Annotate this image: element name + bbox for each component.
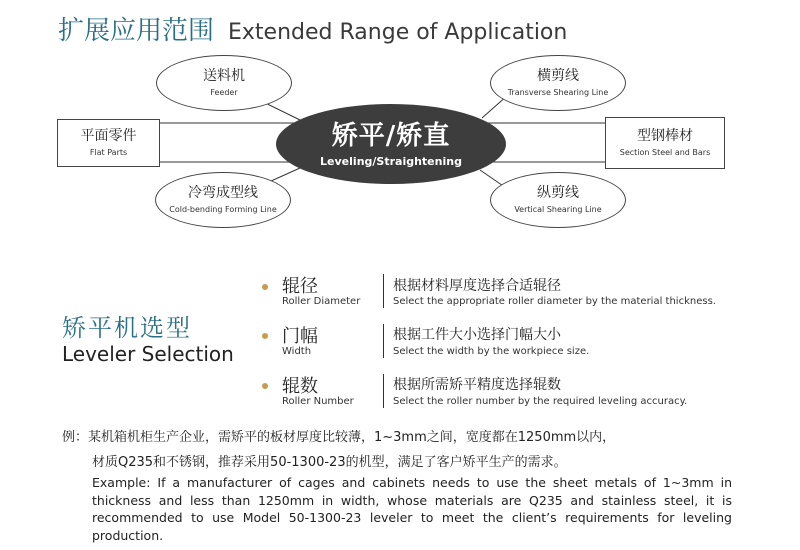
- desc-width-en: Select the width by the workpiece size.: [393, 346, 590, 357]
- bullet-icon: [262, 333, 268, 339]
- node-section-steel: [605, 117, 725, 169]
- divider: [383, 324, 384, 358]
- node-transverse-cn: 横剪线: [537, 68, 579, 84]
- desc-roller-number-cn: 根据所需矫平精度选择辊数: [393, 377, 561, 393]
- item-roller-number-en: Roller Number: [282, 396, 354, 407]
- selection-title-cn: 矫平机选型: [62, 314, 192, 342]
- selection-title-en: Leveler Selection: [62, 342, 234, 366]
- node-flat-en: Flat Parts: [89, 148, 128, 157]
- node-vertical-shearing: [490, 172, 626, 228]
- node-feeder-cn: 送料机: [203, 68, 245, 84]
- item-width-cn: 门幅: [282, 326, 318, 347]
- center-cn: 矫平/矫直: [331, 120, 451, 151]
- bullet-icon: [262, 383, 268, 389]
- item-roller-number-cn: 辊数: [282, 376, 318, 397]
- node-flat-cn: 平面零件: [80, 128, 137, 144]
- desc-roller-diameter-cn: 根据材料厚度选择合适辊径: [393, 278, 561, 294]
- title-cn: 扩展应用范围: [58, 16, 215, 46]
- example-en: Example: If a manufacturer of cages and cabinets needs to use the sheet metals of 1~3mm in thickness and less than 1250mm in width, whose materials are Q235 and stainless steel, it is recommended to use Model 50-1300-23 leveler to meet the client’s requirements for leveling production.: [92, 475, 732, 543]
- divider: [383, 274, 384, 308]
- node-transverse-en: Transverse Shearing Line: [507, 88, 609, 97]
- title-en: Extended Range of Application: [228, 20, 568, 45]
- node-section-cn: 型钢棒材: [637, 128, 693, 144]
- node-coldbend-cn: 冷弯成型线: [188, 185, 258, 201]
- node-flat-parts: [57, 119, 160, 167]
- node-feeder: [156, 55, 292, 111]
- item-roller-diameter-cn: 辊径: [282, 276, 318, 297]
- node-vertical-cn: 纵剪线: [537, 185, 579, 201]
- node-coldbend-en: Cold-bending Forming Line: [169, 205, 277, 214]
- item-width-en: Width: [282, 346, 312, 357]
- bullet-icon: [262, 284, 268, 290]
- center-node: [276, 104, 506, 184]
- node-cold-bending: [155, 172, 291, 228]
- node-transverse-shearing: [490, 55, 626, 111]
- desc-roller-number-en: Select the roller number by the required leveling accuracy.: [393, 396, 688, 407]
- divider: [383, 374, 384, 408]
- node-feeder-en: Feeder: [210, 88, 238, 97]
- center-en: Leveling/Straightening: [320, 154, 462, 168]
- node-section-en: Section Steel and Bars: [619, 148, 711, 157]
- desc-roller-diameter-en: Select the appropriate roller diameter by the material thickness.: [393, 296, 716, 307]
- item-roller-diameter-en: Roller Diameter: [282, 296, 361, 307]
- example-cn-line2: 材质Q235和不锈钢，推荐采用50-1300-23的机型，满足了客户矫平生产的需求。: [92, 455, 567, 470]
- node-vertical-en: Vertical Shearing Line: [514, 205, 602, 214]
- desc-width-cn: 根据工件大小选择门幅大小: [393, 327, 561, 343]
- example-cn-line1: 例：某机箱机柜生产企业，需矫平的板材厚度比较薄，1~3mm之间，宽度都在1250mm以内，: [62, 430, 616, 445]
